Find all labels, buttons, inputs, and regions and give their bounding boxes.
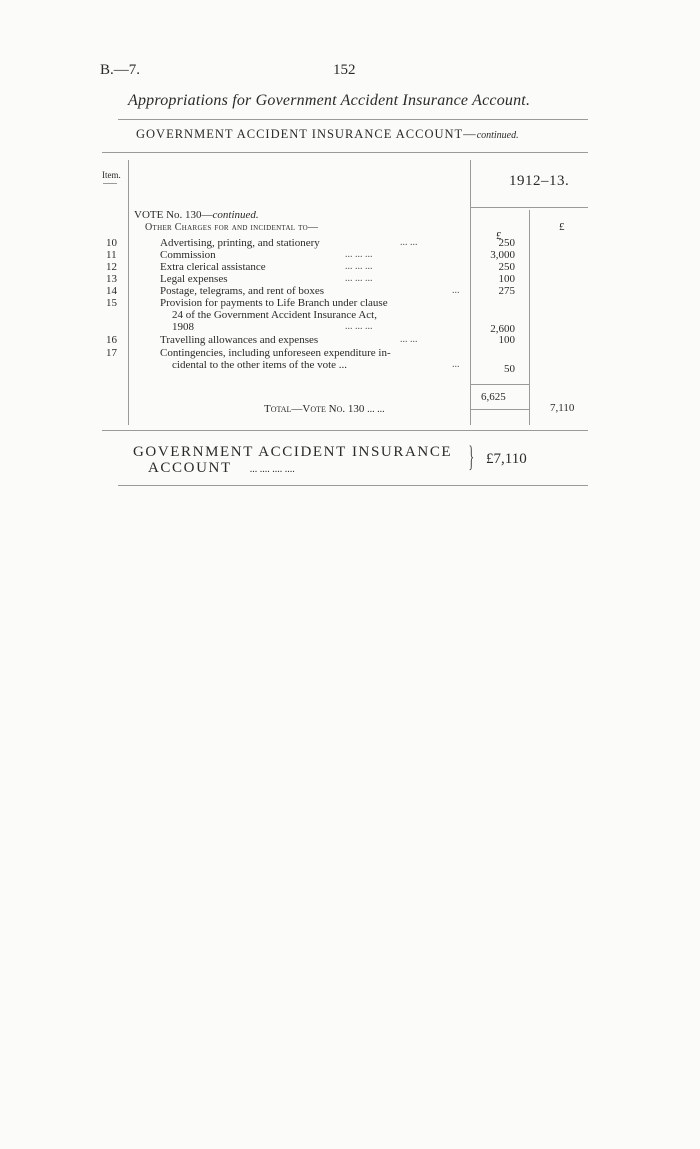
section-title bbox=[136, 127, 519, 142]
leader-dots: ... ... ... bbox=[345, 273, 373, 284]
amount-column-rule bbox=[470, 160, 471, 425]
vote-label-text: VOTE No. 130— bbox=[134, 209, 213, 221]
item-number: 16 bbox=[106, 334, 117, 346]
item-description-continuation: 1908 bbox=[172, 321, 194, 333]
total-label bbox=[264, 403, 385, 415]
item-description: Postage, telegrams, and rent of boxes bbox=[160, 285, 325, 297]
total-label-text: Total—Vote No. 130 bbox=[264, 403, 365, 415]
item-number: 17 bbox=[106, 347, 117, 359]
pound-symbol-items: £ bbox=[496, 230, 502, 242]
other-charges-heading: Other Charges for and incidental to— bbox=[145, 222, 319, 233]
year-header-rule bbox=[470, 207, 588, 208]
summary-leader-dots: ... .... .... .... bbox=[249, 464, 295, 475]
item-description: Extra clerical assistance bbox=[160, 261, 266, 273]
pound-symbol-total: £ bbox=[559, 221, 565, 233]
item-number: 14 bbox=[106, 285, 117, 297]
item-number: 10 bbox=[106, 237, 117, 249]
item-amount: 50 bbox=[504, 363, 515, 375]
item-description: Contingencies, including unforeseen expenditure in- bbox=[160, 347, 391, 359]
item-description: Commission bbox=[160, 249, 216, 261]
page-subtitle: Appropriations for Government Accident Insurance Account. bbox=[128, 92, 531, 109]
total-leader-dots: ... ... bbox=[367, 404, 385, 415]
table-top-rule bbox=[102, 152, 588, 153]
leader-dots: ... ... bbox=[400, 237, 418, 248]
vote-continued: continued. bbox=[212, 209, 259, 221]
item-header-underline bbox=[103, 183, 117, 184]
leader-dots: ... ... ... bbox=[345, 261, 373, 272]
leader-dots: ... ... ... bbox=[345, 321, 373, 332]
vote-label bbox=[134, 209, 259, 221]
item-number: 12 bbox=[106, 261, 117, 273]
section-continued: continued. bbox=[476, 130, 519, 141]
subtotal-amount: 6,625 bbox=[481, 391, 506, 403]
page-number: 152 bbox=[333, 62, 356, 78]
summary-title-continued bbox=[148, 460, 295, 477]
brace-glyph: } bbox=[468, 440, 475, 473]
subtotal-underline bbox=[470, 409, 529, 410]
summary-title-line2: ACCOUNT bbox=[148, 460, 232, 476]
divider bbox=[118, 119, 588, 120]
total-column-rule bbox=[529, 210, 530, 425]
subtotal-rule bbox=[470, 384, 529, 385]
document-reference: B.—7. bbox=[100, 62, 141, 78]
item-description: Advertising, printing, and stationery bbox=[160, 237, 320, 249]
item-column-header: Item. bbox=[102, 170, 121, 180]
item-amount: 100 bbox=[498, 334, 515, 346]
item-amount: 3,000 bbox=[490, 249, 515, 261]
item-description-continuation: cidental to the other items of the vote ... bbox=[172, 359, 348, 371]
item-column-rule bbox=[128, 160, 129, 425]
item-description-continuation: 24 of the Government Accident Insurance Act, bbox=[172, 309, 377, 321]
summary-bottom-rule bbox=[118, 485, 588, 486]
item-description: Provision for payments to Life Branch under clause bbox=[160, 297, 388, 309]
leader-dots: ... bbox=[452, 285, 460, 296]
table-bottom-rule bbox=[102, 430, 588, 431]
leader-dots: ... ... bbox=[400, 334, 418, 345]
item-amount: 250 bbox=[498, 237, 515, 249]
item-number: 11 bbox=[106, 249, 117, 261]
total-amount: 7,110 bbox=[550, 402, 575, 414]
year-header: 1912–13. bbox=[509, 173, 570, 189]
summary-title: GOVERNMENT ACCIDENT INSURANCE bbox=[133, 444, 453, 460]
summary-amount: £7,110 bbox=[486, 451, 527, 467]
item-description: Travelling allowances and expenses bbox=[160, 334, 319, 346]
item-number: 13 bbox=[106, 273, 117, 285]
leader-dots: ... bbox=[452, 359, 460, 370]
section-title-text: GOVERNMENT ACCIDENT INSURANCE ACCOUNT— bbox=[136, 127, 477, 141]
item-description: Legal expenses bbox=[160, 273, 228, 285]
item-amount: 100 bbox=[498, 273, 515, 285]
item-number: 15 bbox=[106, 297, 117, 309]
leader-dots: ... ... ... bbox=[345, 249, 373, 260]
item-amount: 275 bbox=[498, 285, 515, 297]
item-amount: 250 bbox=[498, 261, 515, 273]
item-amount: 2,600 bbox=[490, 323, 515, 335]
